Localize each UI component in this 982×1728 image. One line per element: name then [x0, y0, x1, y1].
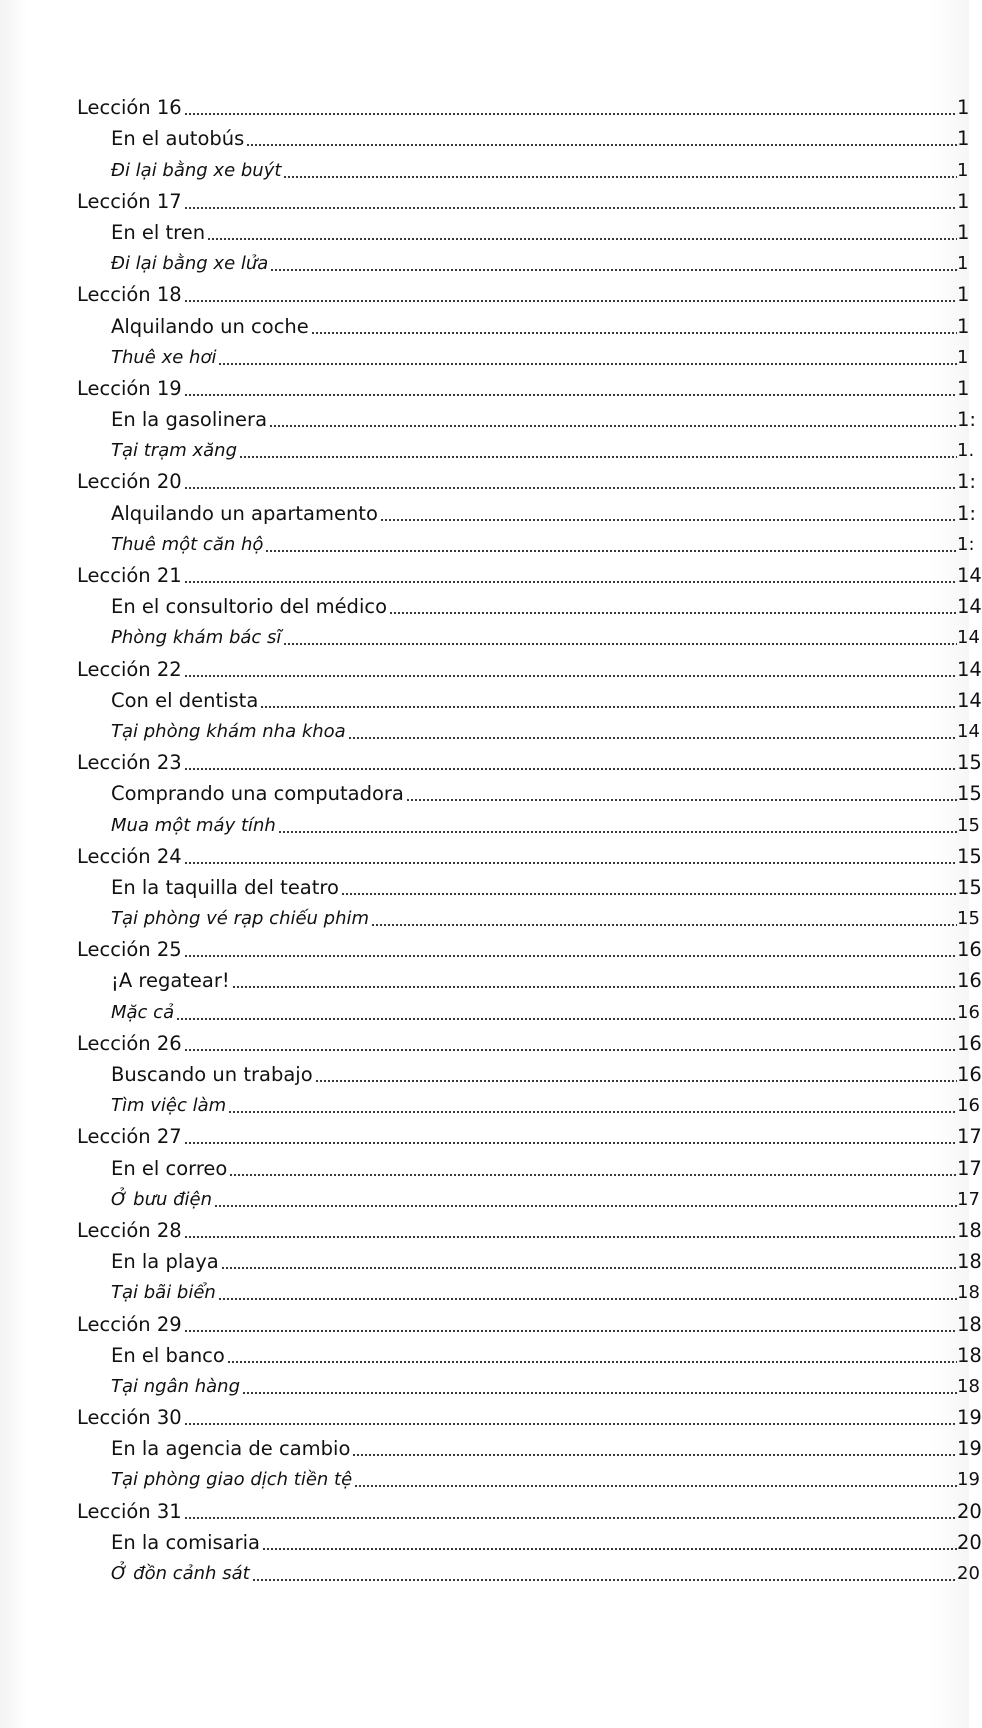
lesson-entry: [77, 1025, 982, 1056]
dot-leader: [406, 796, 957, 802]
vietnamese-title-entry-label: Phòng khám bác sĩ: [111, 627, 282, 649]
page-number: 1: [957, 127, 970, 151]
vietnamese-title-entry-label: Thuê xe hơi: [111, 346, 217, 368]
lesson-entry: [77, 1492, 982, 1523]
dot-leader: [371, 921, 957, 927]
lesson-entry-label: Lección 26: [77, 1031, 182, 1055]
dot-leader: [184, 1514, 957, 1520]
lesson-entry-label: Lección 17: [77, 189, 182, 213]
spanish-title-entry: [77, 775, 982, 806]
spanish-title-entry: [77, 1337, 982, 1368]
lesson-entry-label: Lección 25: [77, 938, 182, 962]
vietnamese-title-entry: [77, 993, 980, 1024]
vietnamese-title-entry-label: Mua một máy tính: [111, 814, 276, 836]
dot-leader: [184, 1327, 957, 1333]
page-number: 14: [957, 595, 982, 619]
vietnamese-title-entry: [77, 151, 969, 182]
spanish-title-entry-label: Con el dentista: [111, 688, 259, 712]
vietnamese-title-entry: [77, 900, 980, 931]
page-number: 1: [957, 346, 969, 368]
lesson-entry-label: Lección 27: [77, 1125, 182, 1149]
dot-leader: [252, 1576, 957, 1582]
dot-leader: [218, 1295, 957, 1301]
vietnamese-title-entry: [77, 1555, 980, 1586]
dot-leader: [262, 1545, 957, 1551]
spanish-title-entry: [77, 1243, 982, 1274]
page-number: 14: [957, 564, 982, 587]
page-number: 17: [957, 1125, 982, 1149]
spanish-title-entry: [77, 962, 982, 993]
dot-leader: [218, 360, 957, 366]
page-number: 1: [957, 96, 970, 120]
lesson-entry-label: Lección 29: [77, 1312, 182, 1336]
dot-leader: [232, 983, 957, 989]
dot-leader: [184, 484, 957, 490]
spanish-title-entry: [77, 214, 969, 245]
page-number: 17: [957, 1188, 980, 1210]
page-number: 16: [957, 1095, 980, 1117]
dot-leader: [278, 828, 957, 834]
dot-leader: [228, 1108, 957, 1114]
vietnamese-title-entry-label: Tìm việc làm: [111, 1095, 227, 1117]
vietnamese-title-entry: [77, 1181, 980, 1212]
vietnamese-title-entry: [77, 1368, 980, 1399]
spanish-title-entry-label: En el banco: [111, 1343, 225, 1367]
page-number: 14: [957, 720, 980, 742]
lesson-entry-label: Lección 22: [77, 657, 182, 681]
page-number: 18: [957, 1250, 982, 1274]
dot-leader: [221, 1264, 957, 1270]
lesson-entry-label: Lección 30: [77, 1406, 182, 1430]
page-number: 1: [957, 220, 970, 244]
lesson-entry: [77, 89, 969, 120]
dot-leader: [283, 640, 957, 646]
lesson-entry: [77, 838, 982, 869]
vietnamese-title-entry: [77, 526, 975, 557]
dot-leader: [184, 297, 957, 303]
page-number: 17: [957, 1156, 982, 1180]
spanish-title-entry-label: En el autobús: [111, 127, 245, 151]
dot-leader: [184, 578, 957, 584]
vietnamese-title-entry-label: Tại trạm xăng: [111, 440, 238, 462]
vietnamese-title-entry-label: Tại ngân hàng: [111, 1375, 241, 1397]
dot-leader: [184, 952, 957, 958]
table-of-contents: [77, 89, 982, 1586]
page-number: 1: [957, 189, 970, 213]
lesson-entry-label: Lección 23: [77, 751, 182, 775]
page-number: 15: [957, 751, 982, 775]
lesson-entry: [77, 276, 969, 307]
spanish-title-entry-label: En la comisaria: [111, 1530, 261, 1554]
vietnamese-title-entry-label: Đi lại bằng xe lửa: [111, 253, 269, 275]
page-number: 18: [957, 1312, 982, 1336]
spanish-title-entry: [77, 588, 982, 619]
lesson-entry-label: Lección 16: [77, 96, 182, 120]
spanish-title-entry-label: Buscando un trabajo: [111, 1063, 313, 1086]
spanish-title-entry-label: Alquilando un coche: [111, 314, 309, 338]
page-number: 1:: [957, 533, 975, 555]
page-number: 15: [957, 814, 980, 836]
lesson-entry: [77, 744, 982, 775]
vietnamese-title-entry: [77, 432, 975, 463]
lesson-entry: [77, 183, 969, 214]
page-number: 15: [957, 875, 982, 899]
vietnamese-title-entry-label: Thuê một căn hộ: [111, 533, 264, 555]
page-number: 1:: [957, 408, 976, 432]
page-number: 1: [957, 159, 969, 181]
spanish-title-entry-label: En la taquilla del teatro: [111, 875, 339, 899]
vietnamese-title-entry: [77, 1087, 980, 1118]
page-number: 18: [957, 1343, 982, 1367]
vietnamese-title-entry-label: Ở bưu điện: [111, 1188, 213, 1210]
page-number: 16: [957, 1031, 982, 1055]
dot-leader: [354, 1482, 957, 1488]
page-number: 14: [957, 688, 982, 712]
page-number: 1.: [957, 440, 975, 462]
lesson-entry: [77, 1118, 982, 1149]
dot-leader: [311, 329, 957, 335]
dot-leader: [389, 609, 957, 615]
page-number: 19: [957, 1406, 982, 1430]
spanish-title-entry: [77, 1524, 982, 1555]
dot-leader: [260, 703, 957, 709]
vietnamese-title-entry: [77, 1274, 980, 1305]
dot-leader: [207, 235, 957, 241]
vietnamese-title-entry-label: Tại phòng giao dịch tiền tệ: [111, 1469, 353, 1491]
vietnamese-title-entry-label: Tại phòng khám nha khoa: [111, 720, 346, 742]
dot-leader: [184, 204, 957, 210]
lesson-entry-label: Lección 21: [77, 564, 182, 587]
dot-leader: [380, 516, 957, 522]
dot-leader: [269, 422, 957, 428]
page-number: 16: [957, 938, 982, 962]
page-number: 1: [957, 314, 970, 338]
lesson-entry: [77, 650, 982, 681]
page-number: 1: [957, 376, 970, 400]
spanish-title-entry-label: En el tren: [111, 220, 206, 244]
spanish-title-entry-label: En el consultorio del médico: [111, 595, 388, 619]
lesson-entry: [77, 1305, 982, 1336]
dot-leader: [242, 1389, 957, 1395]
lesson-entry-label: Lección 24: [77, 844, 182, 868]
dot-leader: [176, 1015, 957, 1021]
vietnamese-title-entry-label: Ở đồn cảnh sát: [111, 1563, 250, 1584]
spanish-title-entry-label: En la gasolinera: [111, 408, 268, 432]
spanish-title-entry-label: Comprando una computadora: [111, 782, 404, 806]
dot-leader: [239, 453, 957, 459]
page-number: 20: [957, 1563, 980, 1584]
page-number: 14: [957, 627, 980, 649]
dot-leader: [315, 1077, 957, 1083]
page-number: 19: [957, 1469, 980, 1491]
page-number: 1:: [957, 501, 976, 525]
dot-leader: [229, 1171, 957, 1177]
lesson-entry-label: Lección 19: [77, 376, 182, 400]
spanish-title-entry-label: Alquilando un apartamento: [111, 501, 378, 525]
dot-leader: [184, 1046, 957, 1052]
page-number: 18: [957, 1282, 980, 1304]
lesson-entry-label: Lección 28: [77, 1218, 182, 1242]
lesson-entry-label: Lección 20: [77, 470, 182, 494]
vietnamese-title-entry-label: Đi lại bằng xe buýt: [111, 159, 282, 181]
page-number: 16: [957, 1001, 980, 1023]
vietnamese-title-entry: [77, 1461, 980, 1492]
lesson-entry: [77, 463, 976, 494]
spanish-title-entry: [77, 1430, 982, 1461]
lesson-entry: [77, 931, 982, 962]
page-number: 1: [957, 283, 970, 307]
lesson-entry: [77, 1399, 982, 1430]
dot-leader: [184, 1233, 957, 1239]
dot-leader: [352, 1451, 957, 1457]
page-number: 1:: [957, 470, 976, 494]
dot-leader: [184, 1420, 957, 1426]
dot-leader: [184, 110, 957, 116]
page-number: 1: [957, 253, 969, 275]
lesson-entry-label: Lección 18: [77, 283, 182, 307]
dot-leader: [184, 1139, 957, 1145]
page-number: 18: [957, 1218, 982, 1242]
spanish-title-entry: [77, 494, 976, 525]
dot-leader: [184, 391, 957, 397]
dot-leader: [227, 1358, 957, 1364]
page-number: 16: [957, 969, 982, 993]
dot-leader: [246, 141, 957, 147]
page-number: 19: [957, 1437, 982, 1461]
spanish-title-entry: [77, 682, 982, 713]
page-number: 15: [957, 844, 982, 868]
dot-leader: [270, 266, 957, 272]
dot-leader: [348, 734, 957, 740]
vietnamese-title-entry: [77, 245, 969, 276]
lesson-entry-label: Lección 31: [77, 1499, 182, 1523]
page-number: 14: [957, 657, 982, 681]
page-number: 16: [957, 1063, 982, 1086]
page-number: 15: [957, 782, 982, 806]
spanish-title-entry: [77, 307, 969, 338]
vietnamese-title-entry: [77, 619, 980, 650]
dot-leader: [341, 890, 957, 896]
spanish-title-entry-label: En la agencia de cambio: [111, 1437, 351, 1461]
page-number: 18: [957, 1375, 980, 1397]
vietnamese-title-entry: [77, 339, 969, 370]
dot-leader: [283, 173, 957, 179]
spanish-title-entry-label: En la playa: [111, 1250, 219, 1274]
spanish-title-entry: [77, 869, 982, 900]
spanish-title-entry: [77, 1149, 982, 1180]
vietnamese-title-entry: [77, 713, 980, 744]
dot-leader: [184, 765, 957, 771]
dot-leader: [214, 1202, 957, 1208]
lesson-entry: [77, 557, 982, 588]
page-number: 20: [957, 1530, 982, 1554]
dot-leader: [184, 859, 957, 865]
vietnamese-title-entry-label: Tại phòng vé rạp chiếu phim: [111, 908, 370, 930]
spanish-title-entry-label: En el correo: [111, 1156, 228, 1180]
page-number: 20: [957, 1499, 982, 1523]
page-number: 15: [957, 908, 980, 930]
dot-leader: [265, 547, 957, 553]
vietnamese-title-entry-label: Tại bãi biển: [111, 1282, 216, 1304]
lesson-entry: [77, 1212, 982, 1243]
lesson-entry: [77, 370, 969, 401]
spanish-title-entry-label: ¡A regatear!: [111, 969, 230, 993]
dot-leader: [184, 672, 957, 678]
vietnamese-title-entry-label: Mặc cả: [111, 1001, 175, 1023]
vietnamese-title-entry: [77, 806, 980, 837]
spanish-title-entry: [77, 401, 976, 432]
spanish-title-entry: [77, 1056, 982, 1087]
spanish-title-entry: [77, 120, 969, 151]
